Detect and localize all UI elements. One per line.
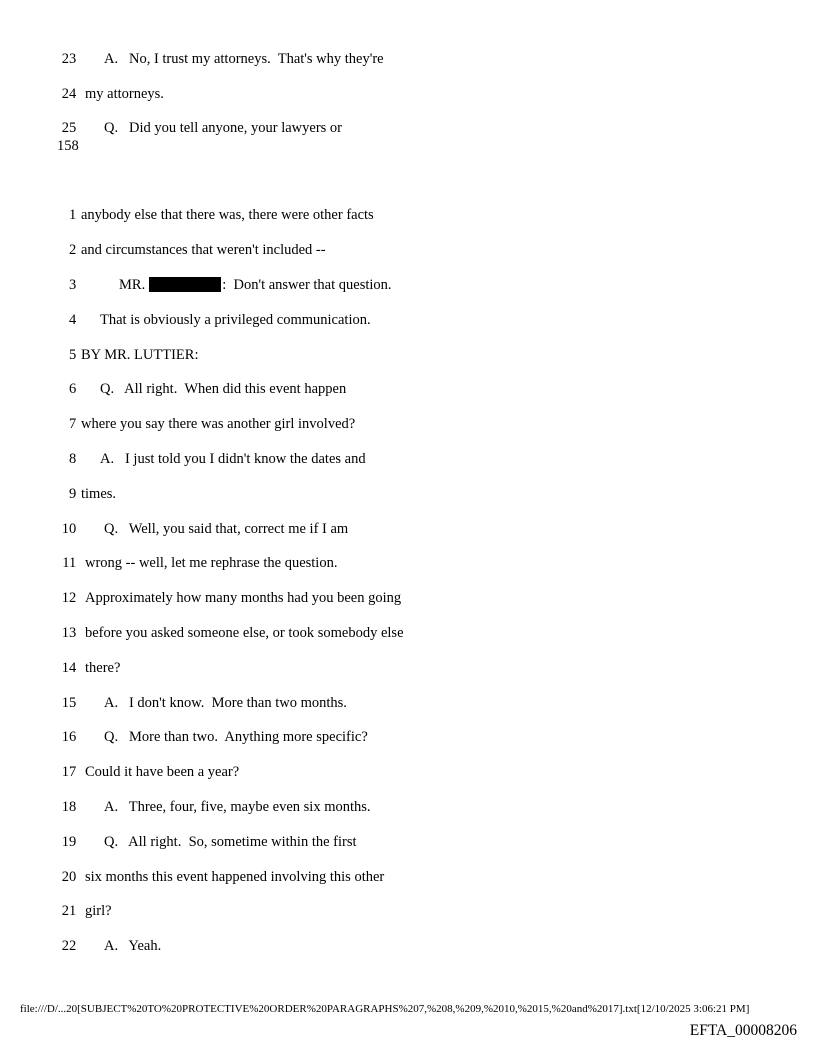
file-path-footer: file:///D/...20[SUBJECT%20TO%20PROTECTIVE%20ORDER%20PARAGRAPHS%207,%208,%209,%2010,%2015,%20and%2017].txt[12/10/2025 3:06:21 PM]	[20, 1003, 750, 1015]
document-id: EFTA_00008206	[689, 1022, 797, 1039]
line-text: BY MR. LUTTIER:	[81, 347, 199, 363]
line-text: Approximately how many months had you been going	[85, 590, 402, 606]
line-text: A. I just told you I didn't know the dates and	[100, 451, 366, 467]
line-text: A. Yeah.	[104, 938, 162, 954]
line-text: wrong -- well, let me rephrase the question.	[85, 555, 338, 571]
line-text: Q. Well, you said that, correct me if I am	[104, 521, 349, 537]
line-number: 20	[61, 869, 77, 885]
line-text: A. No, I trust my attorneys. That's why they're	[104, 51, 384, 67]
line-number: 17	[61, 764, 77, 780]
line-number: 23	[61, 51, 77, 67]
line-number: 1	[69, 207, 77, 223]
transcript-line	[0, 118, 342, 138]
redaction-box	[149, 277, 221, 292]
line-text: That is obviously a privileged communication.	[100, 312, 371, 328]
speaker-prefix: MR.	[119, 277, 146, 293]
line-text: and circumstances that weren't included --	[81, 242, 326, 258]
line-number: 3	[69, 277, 77, 293]
transcript-line	[0, 240, 326, 260]
line-text: girl?	[85, 903, 112, 919]
line-text: Could it have been a year?	[85, 764, 240, 780]
line-number: 6	[69, 381, 77, 397]
line-text: times.	[81, 486, 117, 502]
transcript-line	[0, 484, 117, 504]
transcript-line	[0, 693, 347, 713]
transcript-line	[0, 379, 347, 399]
line-text: before you asked someone else, or took somebody else	[85, 625, 404, 641]
line-number: 7	[69, 416, 77, 432]
line-number: 25	[61, 120, 77, 136]
transcript-line	[0, 449, 366, 469]
line-number: 2	[69, 242, 77, 258]
line-number: 10	[61, 521, 77, 537]
transcript-line	[0, 519, 349, 539]
line-number: 11	[62, 555, 77, 571]
line-text: A. I don't know. More than two months.	[104, 695, 347, 711]
transcript-line	[0, 832, 357, 852]
speaker-statement: : Don't answer that question.	[222, 277, 392, 293]
line-number: 18	[61, 799, 77, 815]
line-text: there?	[85, 660, 121, 676]
line-text: where you say there was another girl involved?	[81, 416, 356, 432]
line-text	[119, 275, 392, 295]
line-number: 5	[69, 347, 77, 363]
line-number: 15	[61, 695, 77, 711]
transcript-line	[0, 553, 338, 573]
transcript-line	[0, 345, 199, 365]
line-number: 12	[61, 590, 77, 606]
line-text: Q. All right. So, sometime within the first	[104, 834, 357, 850]
transcript-line	[0, 414, 356, 434]
page-number: 158	[57, 138, 79, 154]
line-number: 14	[61, 660, 77, 676]
line-number: 13	[61, 625, 77, 641]
transcript-line	[0, 310, 371, 330]
transcript-line	[0, 658, 121, 678]
transcript-line	[0, 205, 374, 225]
transcript-line	[0, 727, 368, 747]
line-text: my attorneys.	[85, 86, 164, 102]
transcript-line	[0, 901, 112, 921]
line-number: 22	[61, 938, 77, 954]
line-text: Q. More than two. Anything more specific?	[104, 729, 368, 745]
line-number: 24	[61, 86, 77, 102]
transcript-line	[0, 797, 371, 817]
transcript-line	[0, 49, 384, 69]
transcript-line	[0, 84, 164, 104]
line-text: six months this event happened involving this other	[85, 869, 385, 885]
line-text: Q. All right. When did this event happen	[100, 381, 347, 397]
line-text: A. Three, four, five, maybe even six months.	[104, 799, 371, 815]
transcript-line	[0, 867, 385, 887]
line-text: Q. Did you tell anyone, your lawyers or	[104, 120, 342, 136]
line-number: 19	[61, 834, 77, 850]
transcript-line	[0, 623, 404, 643]
line-number: 9	[69, 486, 77, 502]
line-number: 4	[69, 312, 77, 328]
line-number: 16	[61, 729, 77, 745]
transcript-line	[0, 762, 240, 782]
transcript-line	[0, 275, 392, 295]
line-number: 21	[61, 903, 77, 919]
transcript-line	[0, 936, 162, 956]
line-text: anybody else that there was, there were other facts	[81, 207, 374, 223]
line-number: 8	[69, 451, 77, 467]
transcript-line	[0, 588, 402, 608]
